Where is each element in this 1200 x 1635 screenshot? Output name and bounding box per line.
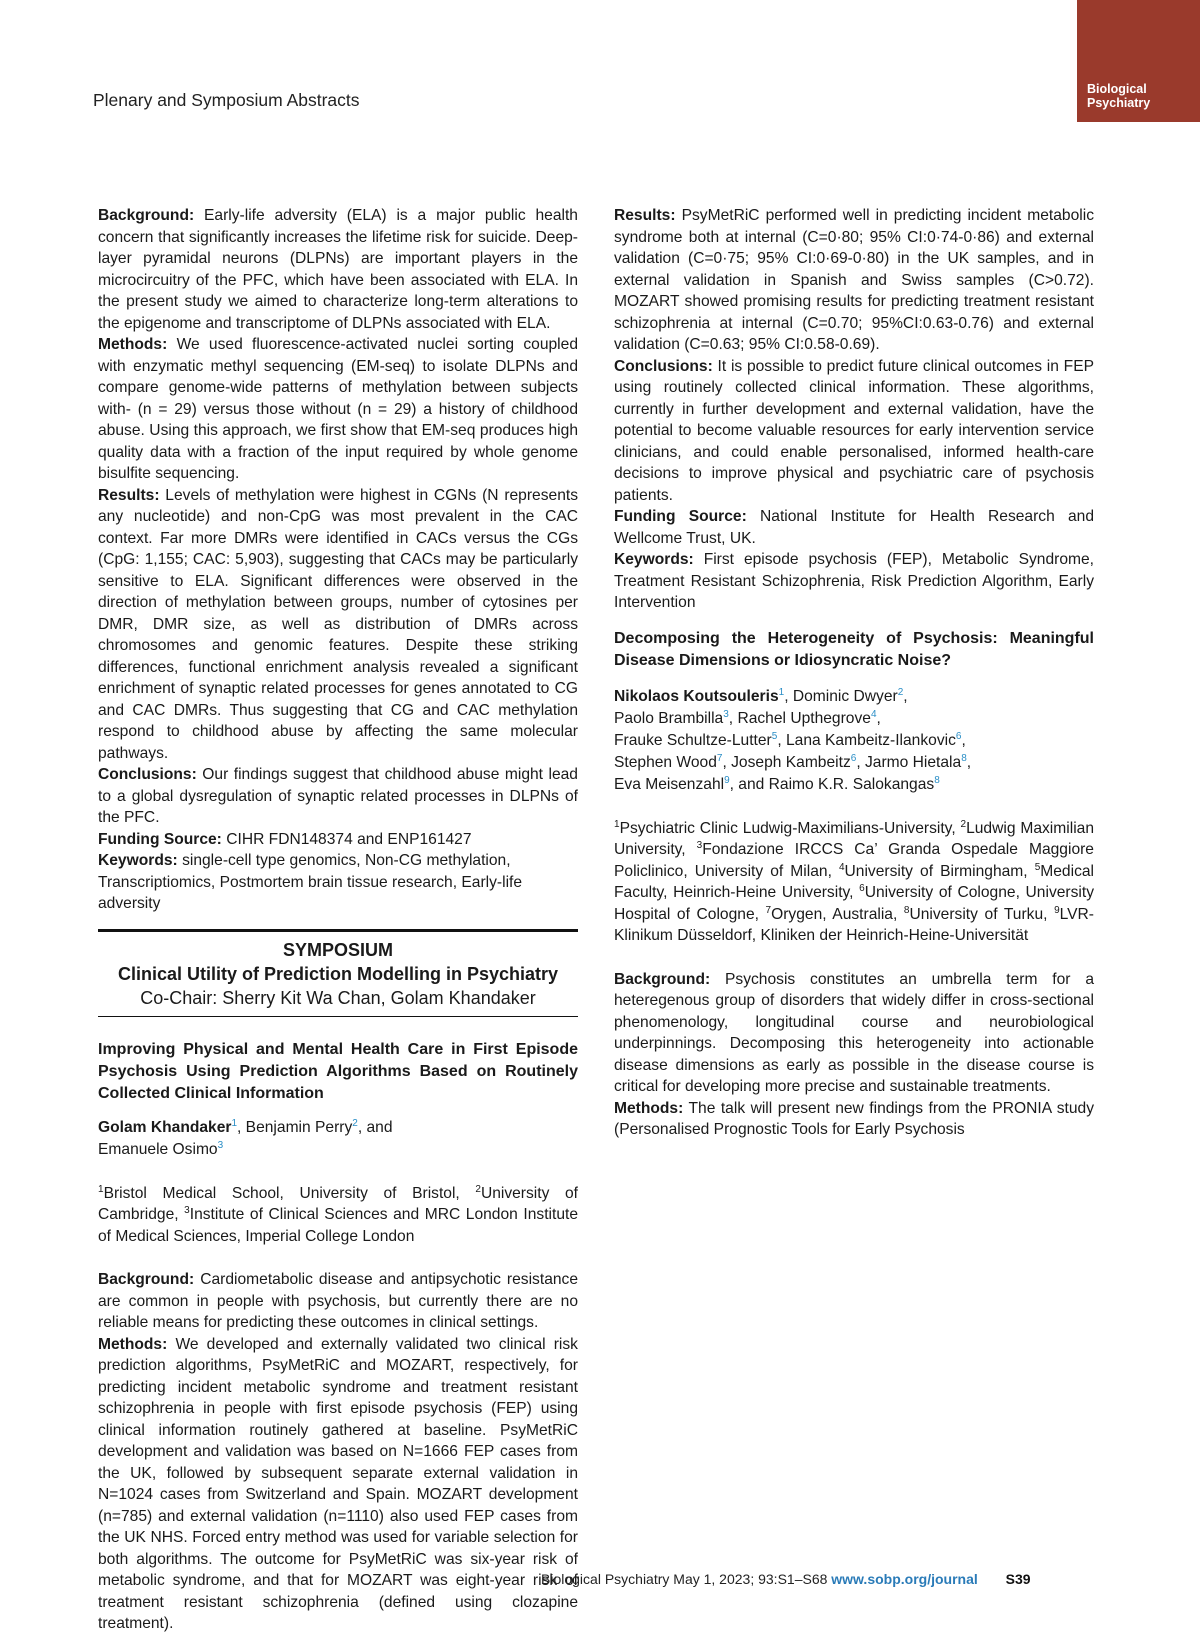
abstract3-affiliations xyxy=(614,818,1094,947)
affiliation-number: 7 xyxy=(765,904,772,916)
left-column xyxy=(98,205,578,1635)
symposium-box xyxy=(98,929,578,1017)
footer-citation: Biological Psychiatry May 1, 2023; 93:S1–S68 xyxy=(541,1571,828,1587)
abstract2-results: Results: PsyMetRiC performed well in predicting incident metabolic syndrome both at internal (C=0·80; 95% CI:0·74-0·86) and external validation (C=0·75; 95% CI:0·69-0·80) in the UK samples, and in external validation in Spanish and Swiss samples (C>0.72). MOZART showed promising results for predicting treatment resistant schizophrenia at internal (C=0.70; 95%CI:0.63-0.76) and external validation (C=0.63; 95% CI:0.58-0.69). xyxy=(614,207,1094,353)
abstract3-background: Background: Psychosis constitutes an umbrella term for a heteregenous group of disorders that widely differ in cross-sectional phenomenology, longitudinal course and neurobiological underpinnings. Decomposing this heterogeneity into actionable disease dimensions as early as possible in the disease course is critical for developing more precise and sustainable treatments. xyxy=(614,970,1094,1095)
author-name: Joseph Kambeitz xyxy=(731,753,851,771)
abstract2-affiliations: $^1$Bristol Medical School, University of Bristol, $^2$University of Cambridge, $^3$Institute of Clinical Sciences and MRC London Institute of Medical Sciences, Imperial College London xyxy=(98,1183,578,1245)
author-name: Rachel Upthegrove xyxy=(737,709,871,727)
author-affiliation-ref[interactable]: 2 xyxy=(897,686,904,698)
affiliation-number: 6 xyxy=(859,882,865,894)
author-name: Paolo Brambilla xyxy=(614,709,724,727)
section-header: Plenary and Symposium Abstracts xyxy=(93,90,360,110)
abstract2-methods: Methods: We developed and externally validated two clinical risk prediction algorithms, PsyMetRiC and MOZART, respectively, for predicting incident metabolic syndrome and treatment resistant schizophrenia in people with first episode psychosis (FEP) using clinical information routinely gathered at baseline. PsyMetRiC development and validation was based on N=1666 FEP cases from the UK, followed by subsequent separate external validation in N=1024 cases from Switzerland and Spain. MOZART development (n=785) and external validation (n=1110) also used FEP cases from the UK NHS. Forced entry method was used for variable selection for both algorithms. The outcome for PsyMetRiC was six-year risk of metabolic syndrome, and that for MOZART was eight-year risk of treatment resistant schizophrenia (defined using clozapine treatment). xyxy=(98,1335,578,1632)
affiliation-number: 4 xyxy=(838,861,845,873)
author-name: Jarmo Hietala xyxy=(864,753,962,771)
abstract2-title: Improving Physical and Mental Health Care in First Episode Psychosis Using Prediction Algorithms Based on Routinely Collected Clinical Information xyxy=(98,1040,578,1102)
journal-tab-label: Biological Psychiatry xyxy=(1087,82,1151,110)
affiliation-number: 3 xyxy=(696,839,703,851)
affiliation-number: 5 xyxy=(1034,861,1041,873)
author-affiliation-ref[interactable]: 6 xyxy=(955,730,962,742)
affiliation-number: 2 xyxy=(960,818,967,830)
affiliation-number: 1 xyxy=(614,818,620,830)
right-column xyxy=(614,205,1094,1141)
author-name: Frauke Schultze-Lutter xyxy=(614,731,772,749)
affiliation-text: Medical Faculty, Heinrich-Heine University, xyxy=(614,862,1094,901)
affiliation-text: Fondazione IRCCS Ca’ Granda Ospedale Maggiore Policlinico, University of Milan, xyxy=(614,841,1094,880)
abstract3-methods: Methods: The talk will present new findings from the PRONIA study (Personalised Prognostic Tools for Early Psychosis xyxy=(614,1099,1094,1138)
affiliation-text: University of Birmingham, xyxy=(844,862,1035,880)
affiliation-text: Orygen, Australia, xyxy=(771,905,904,923)
abstract1-conclusions: Conclusions: Our findings suggest that childhood abuse might lead to a global dysregulation of synaptic related processes in DLPNs of the PFC. xyxy=(98,766,578,826)
footer-url[interactable]: www.sobp.org/journal xyxy=(831,1571,978,1587)
abstract1-keywords: Keywords: single-cell type genomics, Non-CG methylation, Transcriptiomics, Postmortem brain tissue research, Early-life adversity xyxy=(98,852,523,912)
author-name: Raimo K.R. Salokangas xyxy=(768,775,935,793)
abstract2-background: Background: Cardiometabolic disease and antipsychotic resistance are common in people with psychosis, but currently there are no reliable means for predicting these outcomes in clinical settings. xyxy=(98,1271,579,1331)
author-name: Stephen Wood xyxy=(614,753,717,771)
abstract1-funding: Funding Source: CIHR FDN148374 and ENP161427 xyxy=(98,830,472,848)
affiliation-text: LVR-Klinikum Düsseldorf, Kliniken der Heinrich-Heine-Universität xyxy=(614,905,1094,944)
author-affiliation-ref[interactable]: 8 xyxy=(961,752,967,764)
affiliation-text: Psychiatric Clinic Ludwig-Maximilians-University, xyxy=(619,819,961,837)
abstract1-results: Results: Levels of methylation were highest in CGNs (N represents any nucleotide) and non-CpG was most prevalent in the CAC context. Far more DMRs were identified in CACs versus the CGs (CpG: 1,155; CAC: 5,903), suggesting that CACs may be particularly sensitive to ELA. Significant differences were observed in the direction of methylation between groups, number of cytosines per DMR, DMR size, as well as distribution of DMRs across chromosomes and genomic features. Despite these striking differences, functional enrichment analysis revealed a significant enrichment of synaptic related processes for genes annotated to CG and CAC DMRs. Thus suggesting that CG and CAC methylation respond to childhood abuse by affecting the same molecular pathways. xyxy=(98,486,578,762)
author-affiliation-ref[interactable]: 9 xyxy=(724,774,730,786)
abstract3-authors: Nikolaos Koutsouleris$^1$, Dominic Dwyer$^2$, Paolo Brambilla$^3$, Rachel Upthegrove$^4$, Frauke Schultze-Lutter$^5$, Lana Kambeitz-Ilankovic$^6$, Stephen Wood$^7$, Joseph Kambeitz$^6$, Jarmo Hietala$^8$, Eva Meisenzahl$^9$, and Raimo K.R. Salokangas$^8$ xyxy=(614,686,972,793)
journal-tab xyxy=(1077,0,1200,122)
author-affiliation-ref[interactable]: 1 xyxy=(778,686,785,698)
author-affiliation-ref[interactable]: 7 xyxy=(716,752,723,764)
author-affiliation-ref[interactable]: 4 xyxy=(870,708,877,720)
author-name: Nikolaos Koutsouleris xyxy=(614,687,779,705)
symposium-heading: SYMPOSIUM xyxy=(282,939,393,960)
affiliation-text: University of Cologne, University Hospital of Cologne, xyxy=(614,884,1094,923)
page-number: S39 xyxy=(1005,1571,1031,1587)
symposium-cochair: Co-Chair: Sherry Kit Wa Chan, Golam Khandaker xyxy=(140,987,536,1008)
abstract1-background: Background: Early-life adversity (ELA) is a major public health concern that significantly increases the lifetime risk for suicide. Deep-layer pyramidal neurons (DLPNs) are important players in the microcircuitry of the PFC, which have been associated with ELA. In the present study we aimed to characterize long-term alterations to the epigenome and transcriptome of DLPNs associated with ELA. xyxy=(98,207,578,332)
affiliation-text: Ludwig Maximilian University, xyxy=(614,819,1094,858)
abstract1-methods: Methods: We used fluorescence-activated nuclei sorting coupled with enzymatic methyl sequencing (EM-seq) to isolate DLPNs and compare genome-wide patterns of methylation between subjects with- (n = 29) versus those without (n = 29) a history of childhood abuse. Using this approach, we first show that EM-seq produces high quality data with a fraction of the input required by whole genome bisulfite sequencing. xyxy=(98,336,578,482)
abstract2-keywords: Keywords: First episode psychosis (FEP), Metabolic Syndrome, Treatment Resistant Schizophrenia, Risk Prediction Algorithm, Early Intervention xyxy=(614,551,1094,611)
page-footer xyxy=(541,1571,1031,1587)
symposium-title: Clinical Utility of Prediction Modelling in Psychiatry xyxy=(117,963,559,984)
abstract2-funding: Funding Source: National Institute for Health Research and Wellcome Trust, UK. xyxy=(614,508,1095,547)
author-affiliation-ref[interactable]: 8 xyxy=(934,774,940,786)
author-name: Lana Kambeitz-Ilankovic xyxy=(785,731,956,749)
affiliation-text: University of Turku, xyxy=(909,905,1055,923)
author-name: Dominic Dwyer xyxy=(792,687,898,705)
author-affiliation-ref[interactable]: 3 xyxy=(723,708,729,720)
affiliation-number: 9 xyxy=(1054,904,1060,916)
author-affiliation-ref[interactable]: 5 xyxy=(771,730,778,742)
author-name: Eva Meisenzahl xyxy=(614,775,725,793)
abstract2-conclusions: Conclusions: It is possible to predict future clinical outcomes in FEP using routinely collected clinical information. These algorithms, currently in further development and external validation, have the potential to become valuable resources for early intervention service clinicians, and could enable personalised, informed health-care decisions to improve physical and psychiatric care of psychosis patients. xyxy=(614,357,1094,504)
affiliation-number: 8 xyxy=(903,904,910,916)
abstract2-authors: Golam Khandaker$^1$, Benjamin Perry$^2$, and Emanuele Osimo$^3$ xyxy=(98,1117,393,1158)
abstract3-title: Decomposing the Heterogeneity of Psychosis: Meaningful Disease Dimensions or Idiosyncratic Noise? xyxy=(614,629,1094,669)
author-affiliation-ref[interactable]: 6 xyxy=(850,752,857,764)
